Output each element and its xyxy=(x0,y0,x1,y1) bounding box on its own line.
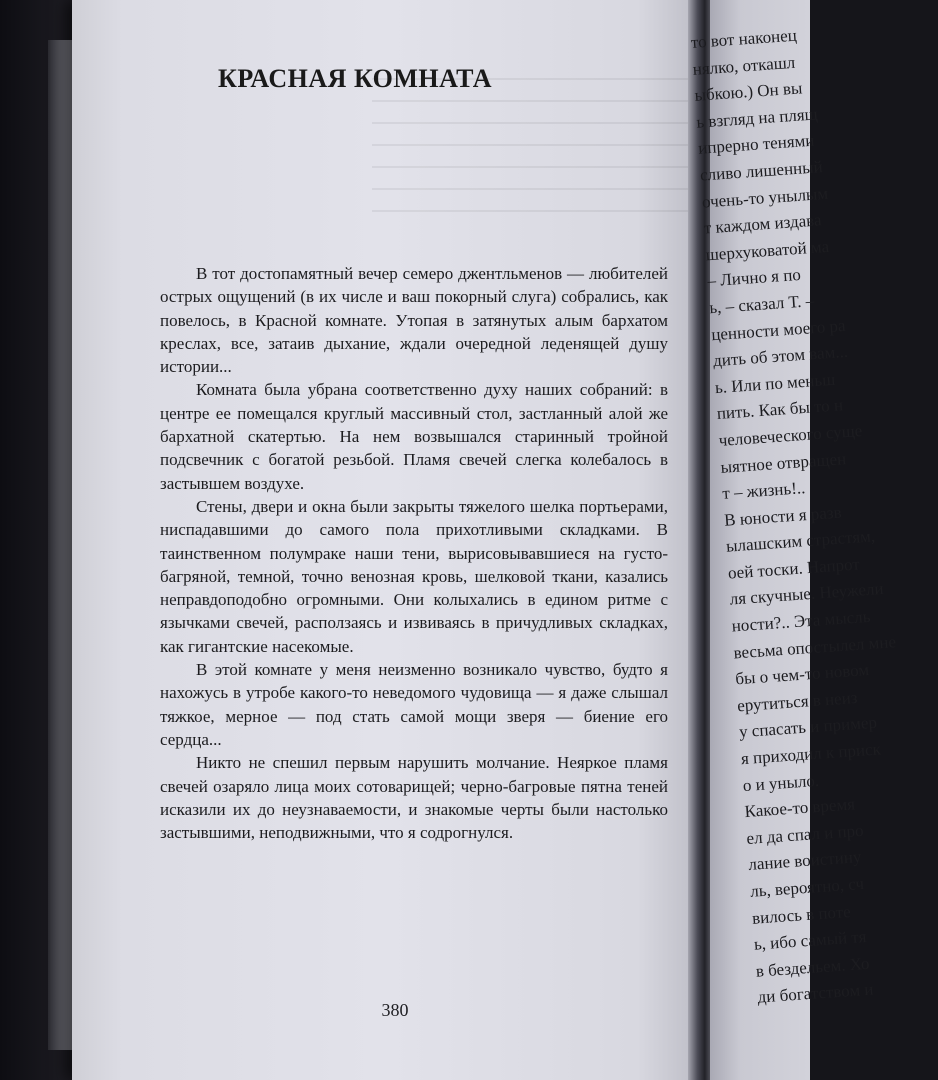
right-page-line: человеческого суще xyxy=(718,420,863,450)
paragraph: Никто не спешил первым нарушить молчание. Неяркое пламя свечей озаряло лица моих сотоварищей; черно-багровые пятна теней исказили их до неузнаваемости, и знакомые черты были настолько застывшими, неподвижными, что я содрогнулся. xyxy=(160,753,668,843)
paragraph: Стены, двери и окна были закрыты тяжелого шелка портьерами, ниспадавшими до самого пола прихотливыми складками. В таинственном полумраке наши тени, вырисовывавшиеся на густо-багряной, темной, точно венозная кровь, шелковой ткани, казались неправдоподобно огромными. Они колыхались в едином ритме с язычками свечей, расползаясь и извиваясь в причудливых складках, как гигантские насекомые. xyxy=(160,496,668,656)
right-page-line: очень-то унылым xyxy=(701,183,829,212)
right-page-line: оей тоски. Напрот xyxy=(727,554,861,583)
right-page-line: ль, вероятно, сч xyxy=(749,873,865,901)
right-page-line: бы о чем-то новом xyxy=(734,660,870,689)
right-page-line: ценности моего ра xyxy=(710,315,847,344)
right-page-line: весьма опостылел мне xyxy=(732,631,897,663)
right-page-line: сливо лишенный xyxy=(699,157,824,185)
right-page-line: шерхуковатой ма xyxy=(705,236,830,265)
right-page-line: В юности я разв xyxy=(723,502,843,530)
right-page-line: ылашским страстям, xyxy=(725,526,876,556)
right-page-line: ди богатством и xyxy=(756,979,875,1007)
right-page-line: ыбкою.) Он вы xyxy=(693,78,803,106)
page-number: 380 xyxy=(381,1000,409,1020)
chapter-title: КРАСНАЯ КОМНАТА xyxy=(218,64,492,93)
right-page-line: ерутиться в неиз xyxy=(736,687,859,716)
right-page-line: ипрерно тенями xyxy=(697,130,816,159)
paragraph: Комната была убрана соответственно духу наших собраний: в центре ее помещался круглый массивный стол, застланный алой же бархатной скатертью. На нем возвышался старинный тройной подсвечник с богатой резьбой. Пламя свечей слегка колебалось в застывшем воздухе. xyxy=(160,380,668,493)
right-page-line: ь, ибо самый тя xyxy=(753,927,867,954)
right-page-line: ля скучные. Неужели xyxy=(729,579,885,610)
right-page-line: – Лично я по xyxy=(706,265,802,291)
body-text xyxy=(160,262,668,844)
paragraph: В тот достопамятный вечер семеро джентльменов — любителей острых ощущений (в их числе и ваш покорный слуга) собрались, как повелось, в Красной комнате. Утопая в затянутых алым бархатом креслах, все, затаив дыхание, ждали очередной леденящей душу истории... xyxy=(160,264,668,377)
right-page-line: ь, – сказал Т. – xyxy=(708,290,815,318)
right-page-line: я приходил к приск xyxy=(740,739,882,769)
right-page-line: ь взгляд на плящ xyxy=(695,104,819,132)
right-page-line: ел да спал и про xyxy=(745,820,865,848)
right-page-line: в бездельем. Хо xyxy=(755,953,870,981)
right-page-line: т – жизнь!.. xyxy=(721,478,806,503)
right-page-line: ности?.. Эта мысль xyxy=(731,606,872,636)
right-page-line: у спасать и пример xyxy=(738,713,878,742)
right-page-line: о и уныло. xyxy=(742,770,820,795)
paragraph: В этой комнате у меня неизменно возникало чувство, будто я нахожусь в утробе какого-то неведомого чудовища — я даже слышал тяжкое, мерное — под стать самой мощи зверя — биение его сердца... xyxy=(160,660,668,749)
right-page-line: т каждом издава xyxy=(703,210,823,238)
right-page-line: Какое-то время xyxy=(744,794,856,822)
right-page-line: дить об этом вам... xyxy=(712,341,849,371)
right-page-line: ь. Или по меньш xyxy=(714,369,836,397)
right-page-line: нялко, откашл xyxy=(692,52,796,79)
right-page-line: ыятное отвращен xyxy=(719,448,847,477)
right-page-line: лание воистину xyxy=(747,847,862,875)
right-page-line: то вот наконец xyxy=(690,25,798,52)
right-page-line: пить. Как бы то н xyxy=(716,395,844,424)
bleed-through-text xyxy=(372,78,742,228)
right-page-line: вилось в поте xyxy=(751,901,852,928)
